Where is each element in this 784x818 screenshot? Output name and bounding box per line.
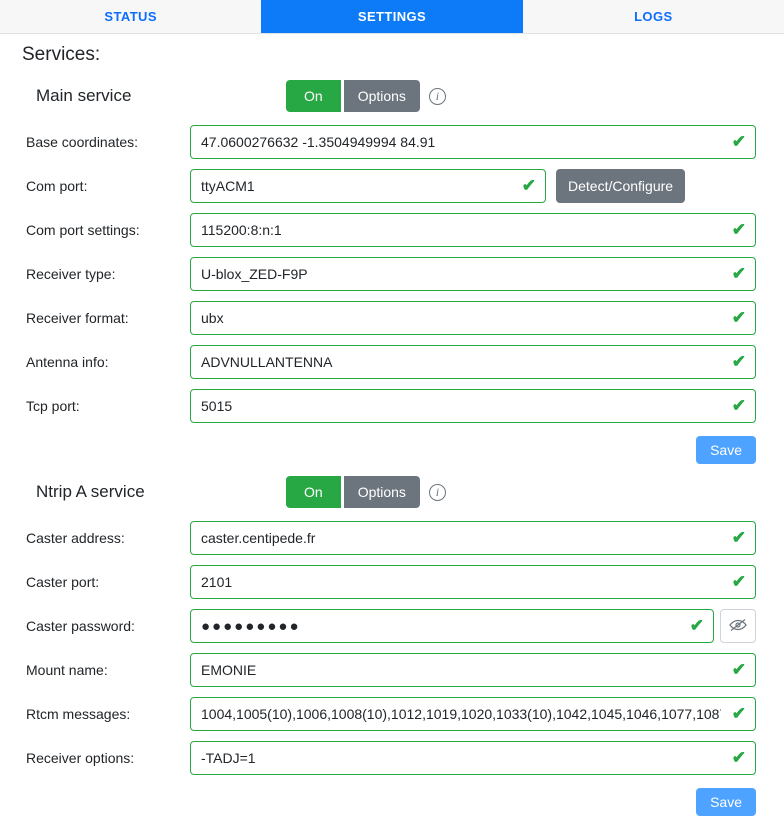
com-port-settings-input[interactable] (190, 213, 756, 247)
field-label: Mount name: (26, 662, 108, 678)
check-icon: ✔ (731, 352, 746, 371)
input-container (190, 301, 756, 335)
field-rtcm-messages (0, 692, 784, 736)
main-service-on-button[interactable]: On (286, 80, 341, 112)
mount-name-input[interactable] (190, 653, 756, 687)
receiver-type-input[interactable] (190, 257, 756, 291)
field-com-port (0, 164, 784, 208)
input-container (190, 213, 756, 247)
tab-settings[interactable]: SETTINGS (261, 0, 522, 33)
field-label: Tcp port: (26, 398, 80, 414)
field-label: Caster password: (26, 618, 135, 634)
tcp-port-input[interactable] (190, 389, 756, 423)
ntrip-a-options-button[interactable]: Options (344, 476, 420, 508)
input-container (190, 741, 756, 775)
field-tcp-port (0, 384, 784, 428)
input-container (190, 521, 756, 555)
main-service-header (22, 70, 784, 120)
field-label: Receiver options: (26, 750, 135, 766)
check-icon: ✔ (731, 264, 746, 283)
receiver-options-input[interactable] (190, 741, 756, 775)
check-icon: ✔ (731, 572, 746, 591)
field-receiver-format (0, 296, 784, 340)
toggle-password-visibility-button[interactable] (720, 609, 756, 643)
field-label: Caster port: (26, 574, 100, 590)
caster-port-input[interactable] (190, 565, 756, 599)
check-icon: ✔ (521, 176, 536, 195)
eye-slash-icon (729, 618, 747, 635)
com-port-input[interactable] (190, 169, 546, 203)
input-container (190, 389, 756, 423)
receiver-format-input[interactable] (190, 301, 756, 335)
ntrip-a-save-row (0, 780, 784, 818)
antenna-info-input[interactable] (190, 345, 756, 379)
check-icon: ✔ (731, 748, 746, 767)
field-label: Com port: (26, 178, 88, 194)
input-container (190, 257, 756, 291)
tab-logs[interactable]: LOGS (523, 0, 784, 33)
field-label: Caster address: (26, 530, 125, 546)
field-caster-address (0, 516, 784, 560)
main-service-save-row (0, 428, 784, 466)
field-caster-port (0, 560, 784, 604)
input-container (190, 653, 756, 687)
field-com-port-settings (0, 208, 784, 252)
field-mount-name (0, 648, 784, 692)
check-icon: ✔ (731, 704, 746, 723)
field-receiver-type (0, 252, 784, 296)
field-label: Com port settings: (26, 222, 140, 238)
tab-status[interactable]: STATUS (0, 0, 261, 33)
check-icon: ✔ (731, 132, 746, 151)
ntrip-a-service-label: Ntrip A service (36, 482, 145, 501)
field-label: Base coordinates: (26, 134, 139, 150)
field-label: Antenna info: (26, 354, 109, 370)
caster-address-input[interactable] (190, 521, 756, 555)
info-icon[interactable]: i (429, 484, 446, 501)
field-label: Rtcm messages: (26, 706, 131, 722)
field-antenna-info (0, 340, 784, 384)
caster-password-input[interactable] (190, 609, 714, 643)
ntrip-a-service-header (22, 466, 784, 516)
input-container (190, 169, 546, 203)
field-caster-password (0, 604, 784, 648)
page-title: Services: (22, 44, 101, 65)
ntrip-a-save-button[interactable]: Save (696, 788, 756, 816)
base-coordinates-input[interactable] (190, 125, 756, 159)
field-receiver-options (0, 736, 784, 780)
info-icon[interactable]: i (429, 88, 446, 105)
check-icon: ✔ (689, 616, 704, 635)
field-base-coordinates (0, 120, 784, 164)
check-icon: ✔ (731, 396, 746, 415)
ntrip-a-on-button[interactable]: On (286, 476, 341, 508)
check-icon: ✔ (731, 308, 746, 327)
input-container (190, 697, 756, 731)
input-container (190, 609, 714, 643)
input-container (190, 125, 756, 159)
tab-bar (0, 0, 784, 34)
detect-configure-button[interactable]: Detect/Configure (556, 169, 685, 203)
field-label: Receiver type: (26, 266, 116, 282)
field-label: Receiver format: (26, 310, 129, 326)
input-container (190, 565, 756, 599)
check-icon: ✔ (731, 220, 746, 239)
check-icon: ✔ (731, 528, 746, 547)
input-container (190, 345, 756, 379)
main-service-options-button[interactable]: Options (344, 80, 420, 112)
rtcm-messages-input[interactable] (190, 697, 756, 731)
check-icon: ✔ (731, 660, 746, 679)
main-service-save-button[interactable]: Save (696, 436, 756, 464)
main-service-label: Main service (36, 86, 132, 105)
